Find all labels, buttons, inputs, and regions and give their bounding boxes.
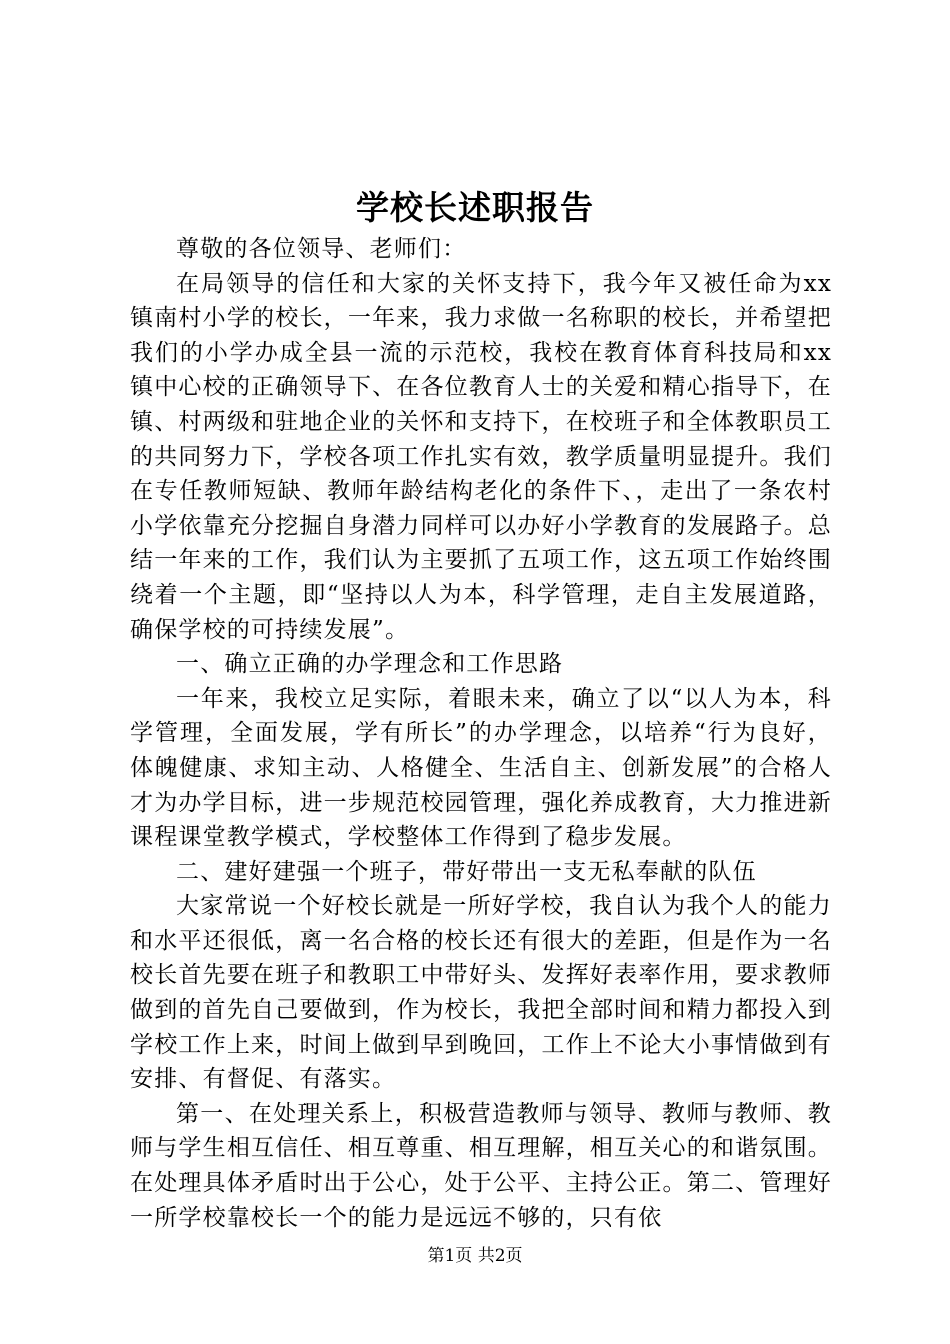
page-footer: 第1页 共2页 — [427, 1246, 523, 1266]
document-body — [130, 232, 832, 1235]
section-heading-2: 二、建好建强一个班子，带好带出一支无私奉献的队伍 — [176, 858, 757, 885]
section-1-paragraph: 一年来，我校立足实际，着眼未来，确立了以“以人为本，科学管理，全面发展，学有所长”的办学理念，以培养“行为良好，体魄健康、求知主动、人格健全、生活自主、创新发展”的合格人才为办学目标，进一步规范校园管理，强化养成教育，大力推进新课程课堂教学模式，学校整体工作得到了稳步发展。 — [130, 685, 832, 851]
document-title: 学校长述职报告 — [356, 188, 594, 227]
intro-paragraph: 在局领导的信任和大家的关怀支持下，我今年又被任命为xx镇南村小学的校长，一年来，我力求做一名称职的校长，并希望把我们的小学办成全县一流的示范校，我校在教育体育科技局和xx镇中心校的正确领导下、在各位教育人士的关爱和精心指导下，在镇、村两级和驻地企业的关怀和支持下，在校班子和全体教职员工的共同努力下，学校各项工作扎实有效，教学质量明显提升。我们在专任教师短缺、教师年龄结构老化的条件下、，走出了一条农村小学依靠充分挖掘自身潜力同样可以办好小学教育的发展路子。总结一年来的工作，我们认为主要抓了五项工作，这五项工作始终围绕着一个主题，即“坚持以人为本，科学管理，走自主发展道路，确保学校的可持续发展”。 — [130, 270, 832, 643]
section-2-points-paragraph: 第一、在处理关系上，积极营造教师与领导、教师与教师、教师与学生相互信任、相互尊重、相互理解，相互关心的和谐氛围。在处理具体矛盾时出于公心，处于公平、主持公正。第二、管理好一所学校靠校长一个的能力是远远不够的，只有依 — [130, 1100, 832, 1231]
salutation: 尊敬的各位领导、老师们： — [176, 236, 467, 262]
section-heading-1: 一、确立正确的办学理念和工作思路 — [176, 651, 564, 678]
section-2-paragraph: 大家常说一个好校长就是一所好学校，我自认为我个人的能力和水平还很低，离一名合格的校长还有很大的差距，但是作为一名校长首先要在班子和教职工中带好头、发挥好表率作用，要求教师做到的首先自己要做到，作为校长，我把全部时间和精力都投入到学校工作上来，时间上做到早到晚回，工作上不论大小事情做到有安排、有督促、有落实。 — [130, 893, 832, 1093]
